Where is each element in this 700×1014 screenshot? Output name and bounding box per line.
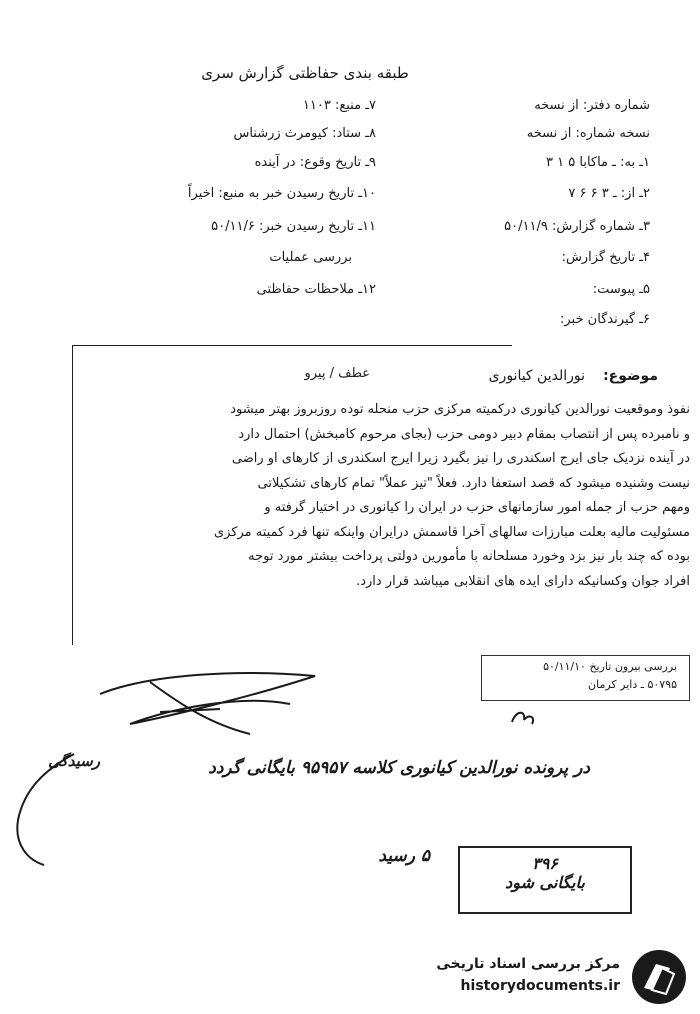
form-rule-left	[72, 345, 73, 645]
archive-stamp	[458, 846, 632, 914]
report-body	[82, 398, 690, 594]
field-source: ۷ـ منبع: ۱۱۰۳	[302, 98, 376, 113]
review-stamp	[481, 655, 690, 701]
body-line: مسئولیت مالیه بعلت مبارزات سالهای آخرا قاسمش درایران واینکه تنها فرد کمیته مرکزی	[213, 524, 690, 540]
signature-scribble	[90, 664, 330, 738]
archive-logo	[430, 946, 692, 1008]
body-line: و نامبرده پس از انتصاب بمقام دبیر دومی حزب (بجای مرحوم کامبخش) احتمال دارد	[238, 426, 690, 442]
subject-value: نورالدین کیانوری	[488, 368, 585, 384]
body-line: افراد جوان وکسانیکه دارای ایده های انقلابی میباشد قرار دارد.	[356, 573, 690, 589]
field-event-date: ۹ـ تاریخ وقوع: در آینده	[254, 155, 376, 170]
body-line: نیست وشنیده میشود که قصد استعفا دارد. فعلاً "تیز عملاً" تمام کارهای تشکیلاتی	[257, 475, 690, 491]
archive-number: ۳۹۶	[532, 854, 558, 873]
field-operations-review: بررسی عملیات	[269, 250, 352, 265]
logo-url: historydocuments.ir	[460, 978, 620, 994]
body-line: بوده که چند بار نیز بزد وخورد مسلحانه با مأمورین دولتی پرداخت بیشتر مورد توجه	[248, 549, 690, 564]
body-line: ومهم حزب از جمله امور سازمانهای حزب در ایران را کیانوری در اختیار گرفته و	[264, 500, 690, 515]
reference-field: عطف / پیرو	[304, 366, 370, 381]
field-staff: ۸ـ ستاد: کیومرث زرشناس	[233, 126, 376, 141]
logo-organization-name: مرکز بررسی اسناد تاریخی	[436, 956, 620, 972]
handwritten-side-note: رسیدگی	[48, 752, 100, 770]
subject-label: موضوع:	[603, 368, 658, 384]
stamp-line: بررسی بیرون تاریخ ۵۰/۱۱/۱۰	[543, 660, 677, 673]
field-attachment: ۵ـ پیوست:	[592, 282, 650, 297]
document-title: طبقه بندی حفاظتی گزارش سری	[201, 64, 409, 82]
field-news-receipt-date: ۱۱ـ تاریخ رسیدن خبر: ۵۰/۱۱/۶	[211, 219, 376, 234]
field-to: ۱ـ به: ـ ماکابا ۵ ۱ ۳	[546, 155, 650, 170]
field-recipients: ۶ـ گیرندگان خبر:	[560, 312, 650, 327]
initial-mark	[508, 706, 540, 730]
field-copy-number: نسخه شماره: از نسخه	[526, 126, 650, 141]
handwritten-initial: ۵ رسید	[378, 846, 430, 866]
handwritten-note: در پرونده نورالدین کیانوری کلاسه ۹۵۹۵۷ بایگانی گردد	[208, 758, 590, 778]
body-line: در آینده نزدیک جای ایرج اسکندری را نیز بگیرد زیرا ایرج اسکندری از کارهای او راضی	[231, 451, 690, 466]
side-scribble	[4, 750, 82, 870]
field-from: ۲ـ از: ـ ۳ ۶ ۶ ۷	[568, 186, 650, 201]
field-report-date: ۴ـ تاریخ گزارش:	[561, 250, 650, 265]
field-office-number: شماره دفتر: از نسخه	[534, 98, 650, 113]
form-rule-top	[72, 345, 512, 346]
field-source-receipt-date: ۱۰ـ تاریخ رسیدن خبر به منبع: اخیراً	[187, 186, 376, 201]
archive-logo-icon	[630, 948, 688, 1006]
field-report-number: ۳ـ شماره گزارش: ۵۰/۱۱/۹	[504, 219, 650, 234]
body-line: نفوذ وموقعیت نورالدین کیانوری درکمیته مرکزی حزب منحله توده روزبروز بهتر میشود	[230, 402, 690, 417]
field-security-notes: ۱۲ـ ملاحظات حفاظتی	[256, 282, 376, 297]
archive-label: بایگانی شود	[505, 873, 585, 892]
stamp-line: ۵۰۷۹۵ ـ دایر کرمان	[588, 678, 677, 691]
